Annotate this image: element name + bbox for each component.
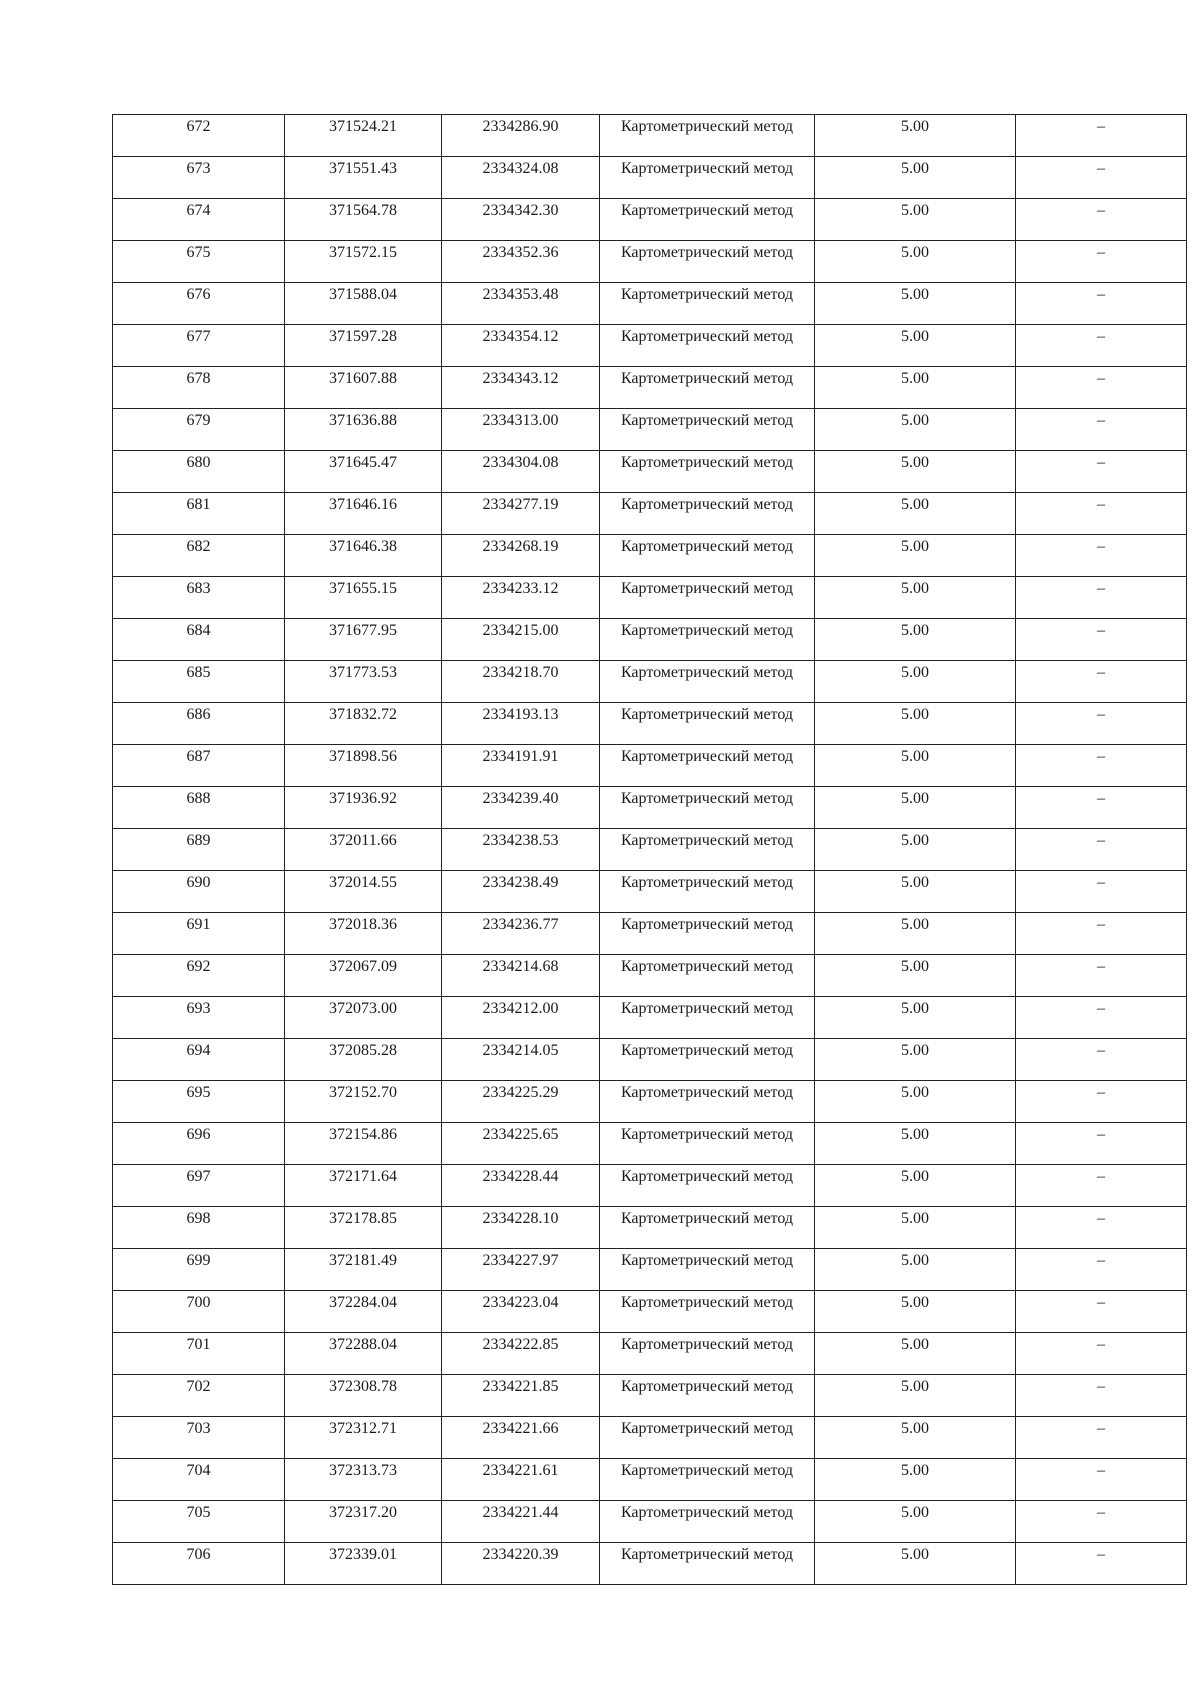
x-coordinate-cell: 371636.88 (285, 409, 442, 451)
method-cell: Картометрический метод (600, 493, 815, 535)
point-number-cell: 699 (113, 1249, 285, 1291)
method-cell: Картометрический метод (600, 451, 815, 493)
method-cell: Картометрический метод (600, 997, 815, 1039)
note-cell: – (1016, 829, 1187, 871)
note-cell: – (1016, 955, 1187, 997)
table-row (113, 199, 1187, 241)
point-number-cell: 681 (113, 493, 285, 535)
method-cell: Картометрический метод (600, 409, 815, 451)
table-row (113, 997, 1187, 1039)
note-cell: – (1016, 199, 1187, 241)
point-number-cell: 686 (113, 703, 285, 745)
point-number-cell: 679 (113, 409, 285, 451)
method-cell: Картометрический метод (600, 829, 815, 871)
method-cell: Картометрический метод (600, 157, 815, 199)
point-number-cell: 700 (113, 1291, 285, 1333)
method-cell: Картометрический метод (600, 745, 815, 787)
table-row (113, 409, 1187, 451)
point-number-cell: 672 (113, 115, 285, 157)
table-row (113, 283, 1187, 325)
accuracy-cell: 5.00 (815, 451, 1016, 493)
method-cell: Картометрический метод (600, 1543, 815, 1585)
y-coordinate-cell: 2334228.10 (442, 1207, 600, 1249)
accuracy-cell: 5.00 (815, 1249, 1016, 1291)
accuracy-cell: 5.00 (815, 1291, 1016, 1333)
point-number-cell: 701 (113, 1333, 285, 1375)
table-row (113, 787, 1187, 829)
note-cell: – (1016, 1249, 1187, 1291)
table-row (113, 703, 1187, 745)
table-row (113, 325, 1187, 367)
table-row (113, 1459, 1187, 1501)
y-coordinate-cell: 2334286.90 (442, 115, 600, 157)
y-coordinate-cell: 2334342.30 (442, 199, 600, 241)
method-cell: Картометрический метод (600, 325, 815, 367)
x-coordinate-cell: 371597.28 (285, 325, 442, 367)
accuracy-cell: 5.00 (815, 1459, 1016, 1501)
note-cell: – (1016, 493, 1187, 535)
method-cell: Картометрический метод (600, 1207, 815, 1249)
point-number-cell: 689 (113, 829, 285, 871)
y-coordinate-cell: 2334268.19 (442, 535, 600, 577)
accuracy-cell: 5.00 (815, 955, 1016, 997)
point-number-cell: 674 (113, 199, 285, 241)
point-number-cell: 698 (113, 1207, 285, 1249)
table-row (113, 913, 1187, 955)
x-coordinate-cell: 371645.47 (285, 451, 442, 493)
table-row (113, 1207, 1187, 1249)
point-number-cell: 695 (113, 1081, 285, 1123)
y-coordinate-cell: 2334191.91 (442, 745, 600, 787)
note-cell: – (1016, 115, 1187, 157)
point-number-cell: 687 (113, 745, 285, 787)
y-coordinate-cell: 2334324.08 (442, 157, 600, 199)
note-cell: – (1016, 1081, 1187, 1123)
accuracy-cell: 5.00 (815, 829, 1016, 871)
table-row (113, 157, 1187, 199)
point-number-cell: 696 (113, 1123, 285, 1165)
x-coordinate-cell: 371646.16 (285, 493, 442, 535)
accuracy-cell: 5.00 (815, 1501, 1016, 1543)
y-coordinate-cell: 2334225.65 (442, 1123, 600, 1165)
note-cell: – (1016, 1291, 1187, 1333)
note-cell: – (1016, 577, 1187, 619)
accuracy-cell: 5.00 (815, 745, 1016, 787)
x-coordinate-cell: 372067.09 (285, 955, 442, 997)
x-coordinate-cell: 371773.53 (285, 661, 442, 703)
table-row (113, 1123, 1187, 1165)
table-row (113, 367, 1187, 409)
accuracy-cell: 5.00 (815, 115, 1016, 157)
note-cell: – (1016, 283, 1187, 325)
method-cell: Картометрический метод (600, 871, 815, 913)
table-row (113, 1039, 1187, 1081)
point-number-cell: 702 (113, 1375, 285, 1417)
method-cell: Картометрический метод (600, 241, 815, 283)
note-cell: – (1016, 913, 1187, 955)
method-cell: Картометрический метод (600, 199, 815, 241)
x-coordinate-cell: 372014.55 (285, 871, 442, 913)
x-coordinate-cell: 372181.49 (285, 1249, 442, 1291)
table-row (113, 1081, 1187, 1123)
table-row (113, 115, 1187, 157)
table-row (113, 1501, 1187, 1543)
x-coordinate-cell: 372308.78 (285, 1375, 442, 1417)
method-cell: Картометрический метод (600, 535, 815, 577)
table-row (113, 535, 1187, 577)
y-coordinate-cell: 2334212.00 (442, 997, 600, 1039)
accuracy-cell: 5.00 (815, 1123, 1016, 1165)
y-coordinate-cell: 2334343.12 (442, 367, 600, 409)
point-number-cell: 683 (113, 577, 285, 619)
x-coordinate-cell: 371607.88 (285, 367, 442, 409)
table-row (113, 955, 1187, 997)
x-coordinate-cell: 372154.86 (285, 1123, 442, 1165)
method-cell: Картометрический метод (600, 1039, 815, 1081)
method-cell: Картометрический метод (600, 283, 815, 325)
x-coordinate-cell: 371524.21 (285, 115, 442, 157)
y-coordinate-cell: 2334352.36 (442, 241, 600, 283)
accuracy-cell: 5.00 (815, 157, 1016, 199)
accuracy-cell: 5.00 (815, 1333, 1016, 1375)
point-number-cell: 706 (113, 1543, 285, 1585)
y-coordinate-cell: 2334214.68 (442, 955, 600, 997)
y-coordinate-cell: 2334221.85 (442, 1375, 600, 1417)
y-coordinate-cell: 2334193.13 (442, 703, 600, 745)
x-coordinate-cell: 371551.43 (285, 157, 442, 199)
note-cell: – (1016, 1039, 1187, 1081)
y-coordinate-cell: 2334214.05 (442, 1039, 600, 1081)
coordinates-table-body (113, 115, 1187, 1585)
x-coordinate-cell: 372171.64 (285, 1165, 442, 1207)
y-coordinate-cell: 2334222.85 (442, 1333, 600, 1375)
y-coordinate-cell: 2334313.00 (442, 409, 600, 451)
accuracy-cell: 5.00 (815, 997, 1016, 1039)
note-cell: – (1016, 1333, 1187, 1375)
x-coordinate-cell: 372284.04 (285, 1291, 442, 1333)
point-number-cell: 703 (113, 1417, 285, 1459)
x-coordinate-cell: 371588.04 (285, 283, 442, 325)
point-number-cell: 688 (113, 787, 285, 829)
y-coordinate-cell: 2334304.08 (442, 451, 600, 493)
accuracy-cell: 5.00 (815, 1165, 1016, 1207)
method-cell: Картометрический метод (600, 955, 815, 997)
note-cell: – (1016, 1459, 1187, 1501)
accuracy-cell: 5.00 (815, 409, 1016, 451)
accuracy-cell: 5.00 (815, 1417, 1016, 1459)
note-cell: – (1016, 1417, 1187, 1459)
x-coordinate-cell: 371572.15 (285, 241, 442, 283)
method-cell: Картометрический метод (600, 1123, 815, 1165)
point-number-cell: 690 (113, 871, 285, 913)
table-row (113, 1249, 1187, 1291)
point-number-cell: 694 (113, 1039, 285, 1081)
table-row (113, 871, 1187, 913)
y-coordinate-cell: 2334215.00 (442, 619, 600, 661)
y-coordinate-cell: 2334227.97 (442, 1249, 600, 1291)
accuracy-cell: 5.00 (815, 703, 1016, 745)
x-coordinate-cell: 372152.70 (285, 1081, 442, 1123)
method-cell: Картометрический метод (600, 703, 815, 745)
note-cell: – (1016, 997, 1187, 1039)
x-coordinate-cell: 372317.20 (285, 1501, 442, 1543)
accuracy-cell: 5.00 (815, 577, 1016, 619)
point-number-cell: 684 (113, 619, 285, 661)
table-row (113, 451, 1187, 493)
point-number-cell: 680 (113, 451, 285, 493)
x-coordinate-cell: 372339.01 (285, 1543, 442, 1585)
accuracy-cell: 5.00 (815, 913, 1016, 955)
note-cell: – (1016, 535, 1187, 577)
point-number-cell: 692 (113, 955, 285, 997)
point-number-cell: 682 (113, 535, 285, 577)
accuracy-cell: 5.00 (815, 871, 1016, 913)
table-row (113, 1165, 1187, 1207)
note-cell: – (1016, 1123, 1187, 1165)
y-coordinate-cell: 2334225.29 (442, 1081, 600, 1123)
method-cell: Картометрический метод (600, 1165, 815, 1207)
accuracy-cell: 5.00 (815, 325, 1016, 367)
note-cell: – (1016, 787, 1187, 829)
accuracy-cell: 5.00 (815, 661, 1016, 703)
coordinates-table (112, 114, 1187, 1585)
x-coordinate-cell: 371898.56 (285, 745, 442, 787)
note-cell: – (1016, 745, 1187, 787)
table-row (113, 577, 1187, 619)
y-coordinate-cell: 2334236.77 (442, 913, 600, 955)
note-cell: – (1016, 661, 1187, 703)
method-cell: Картометрический метод (600, 1333, 815, 1375)
table-row (113, 1543, 1187, 1585)
y-coordinate-cell: 2334221.66 (442, 1417, 600, 1459)
y-coordinate-cell: 2334239.40 (442, 787, 600, 829)
y-coordinate-cell: 2334228.44 (442, 1165, 600, 1207)
table-row (113, 661, 1187, 703)
note-cell: – (1016, 703, 1187, 745)
accuracy-cell: 5.00 (815, 1039, 1016, 1081)
table-row (113, 829, 1187, 871)
accuracy-cell: 5.00 (815, 619, 1016, 661)
x-coordinate-cell: 371564.78 (285, 199, 442, 241)
point-number-cell: 678 (113, 367, 285, 409)
accuracy-cell: 5.00 (815, 535, 1016, 577)
x-coordinate-cell: 372085.28 (285, 1039, 442, 1081)
point-number-cell: 704 (113, 1459, 285, 1501)
method-cell: Картометрический метод (600, 1249, 815, 1291)
y-coordinate-cell: 2334221.61 (442, 1459, 600, 1501)
x-coordinate-cell: 371677.95 (285, 619, 442, 661)
note-cell: – (1016, 367, 1187, 409)
method-cell: Картометрический метод (600, 1459, 815, 1501)
method-cell: Картометрический метод (600, 1291, 815, 1333)
note-cell: – (1016, 451, 1187, 493)
table-row (113, 1417, 1187, 1459)
method-cell: Картометрический метод (600, 115, 815, 157)
accuracy-cell: 5.00 (815, 493, 1016, 535)
point-number-cell: 675 (113, 241, 285, 283)
method-cell: Картометрический метод (600, 367, 815, 409)
x-coordinate-cell: 372018.36 (285, 913, 442, 955)
accuracy-cell: 5.00 (815, 1543, 1016, 1585)
method-cell: Картометрический метод (600, 1375, 815, 1417)
x-coordinate-cell: 372288.04 (285, 1333, 442, 1375)
accuracy-cell: 5.00 (815, 1207, 1016, 1249)
x-coordinate-cell: 372073.00 (285, 997, 442, 1039)
y-coordinate-cell: 2334221.44 (442, 1501, 600, 1543)
table-row (113, 745, 1187, 787)
x-coordinate-cell: 371655.15 (285, 577, 442, 619)
method-cell: Картометрический метод (600, 1081, 815, 1123)
x-coordinate-cell: 372011.66 (285, 829, 442, 871)
method-cell: Картометрический метод (600, 1417, 815, 1459)
x-coordinate-cell: 371832.72 (285, 703, 442, 745)
note-cell: – (1016, 1375, 1187, 1417)
note-cell: – (1016, 1207, 1187, 1249)
x-coordinate-cell: 371646.38 (285, 535, 442, 577)
point-number-cell: 676 (113, 283, 285, 325)
accuracy-cell: 5.00 (815, 787, 1016, 829)
point-number-cell: 691 (113, 913, 285, 955)
point-number-cell: 673 (113, 157, 285, 199)
point-number-cell: 677 (113, 325, 285, 367)
y-coordinate-cell: 2334223.04 (442, 1291, 600, 1333)
x-coordinate-cell: 371936.92 (285, 787, 442, 829)
note-cell: – (1016, 1501, 1187, 1543)
method-cell: Картометрический метод (600, 577, 815, 619)
accuracy-cell: 5.00 (815, 283, 1016, 325)
table-row (113, 241, 1187, 283)
accuracy-cell: 5.00 (815, 367, 1016, 409)
note-cell: – (1016, 1165, 1187, 1207)
note-cell: – (1016, 157, 1187, 199)
method-cell: Картометрический метод (600, 661, 815, 703)
point-number-cell: 693 (113, 997, 285, 1039)
table-row (113, 1291, 1187, 1333)
y-coordinate-cell: 2334353.48 (442, 283, 600, 325)
note-cell: – (1016, 241, 1187, 283)
accuracy-cell: 5.00 (815, 199, 1016, 241)
x-coordinate-cell: 372312.71 (285, 1417, 442, 1459)
point-number-cell: 685 (113, 661, 285, 703)
accuracy-cell: 5.00 (815, 1375, 1016, 1417)
note-cell: – (1016, 1543, 1187, 1585)
note-cell: – (1016, 871, 1187, 913)
y-coordinate-cell: 2334220.39 (442, 1543, 600, 1585)
y-coordinate-cell: 2334238.49 (442, 871, 600, 913)
y-coordinate-cell: 2334277.19 (442, 493, 600, 535)
note-cell: – (1016, 409, 1187, 451)
method-cell: Картометрический метод (600, 1501, 815, 1543)
point-number-cell: 705 (113, 1501, 285, 1543)
accuracy-cell: 5.00 (815, 1081, 1016, 1123)
y-coordinate-cell: 2334233.12 (442, 577, 600, 619)
x-coordinate-cell: 372178.85 (285, 1207, 442, 1249)
table-row (113, 619, 1187, 661)
note-cell: – (1016, 325, 1187, 367)
table-row (113, 1375, 1187, 1417)
method-cell: Картометрический метод (600, 913, 815, 955)
note-cell: – (1016, 619, 1187, 661)
method-cell: Картометрический метод (600, 619, 815, 661)
table-row (113, 1333, 1187, 1375)
y-coordinate-cell: 2334354.12 (442, 325, 600, 367)
method-cell: Картометрический метод (600, 787, 815, 829)
y-coordinate-cell: 2334218.70 (442, 661, 600, 703)
y-coordinate-cell: 2334238.53 (442, 829, 600, 871)
x-coordinate-cell: 372313.73 (285, 1459, 442, 1501)
table-row (113, 493, 1187, 535)
point-number-cell: 697 (113, 1165, 285, 1207)
accuracy-cell: 5.00 (815, 241, 1016, 283)
